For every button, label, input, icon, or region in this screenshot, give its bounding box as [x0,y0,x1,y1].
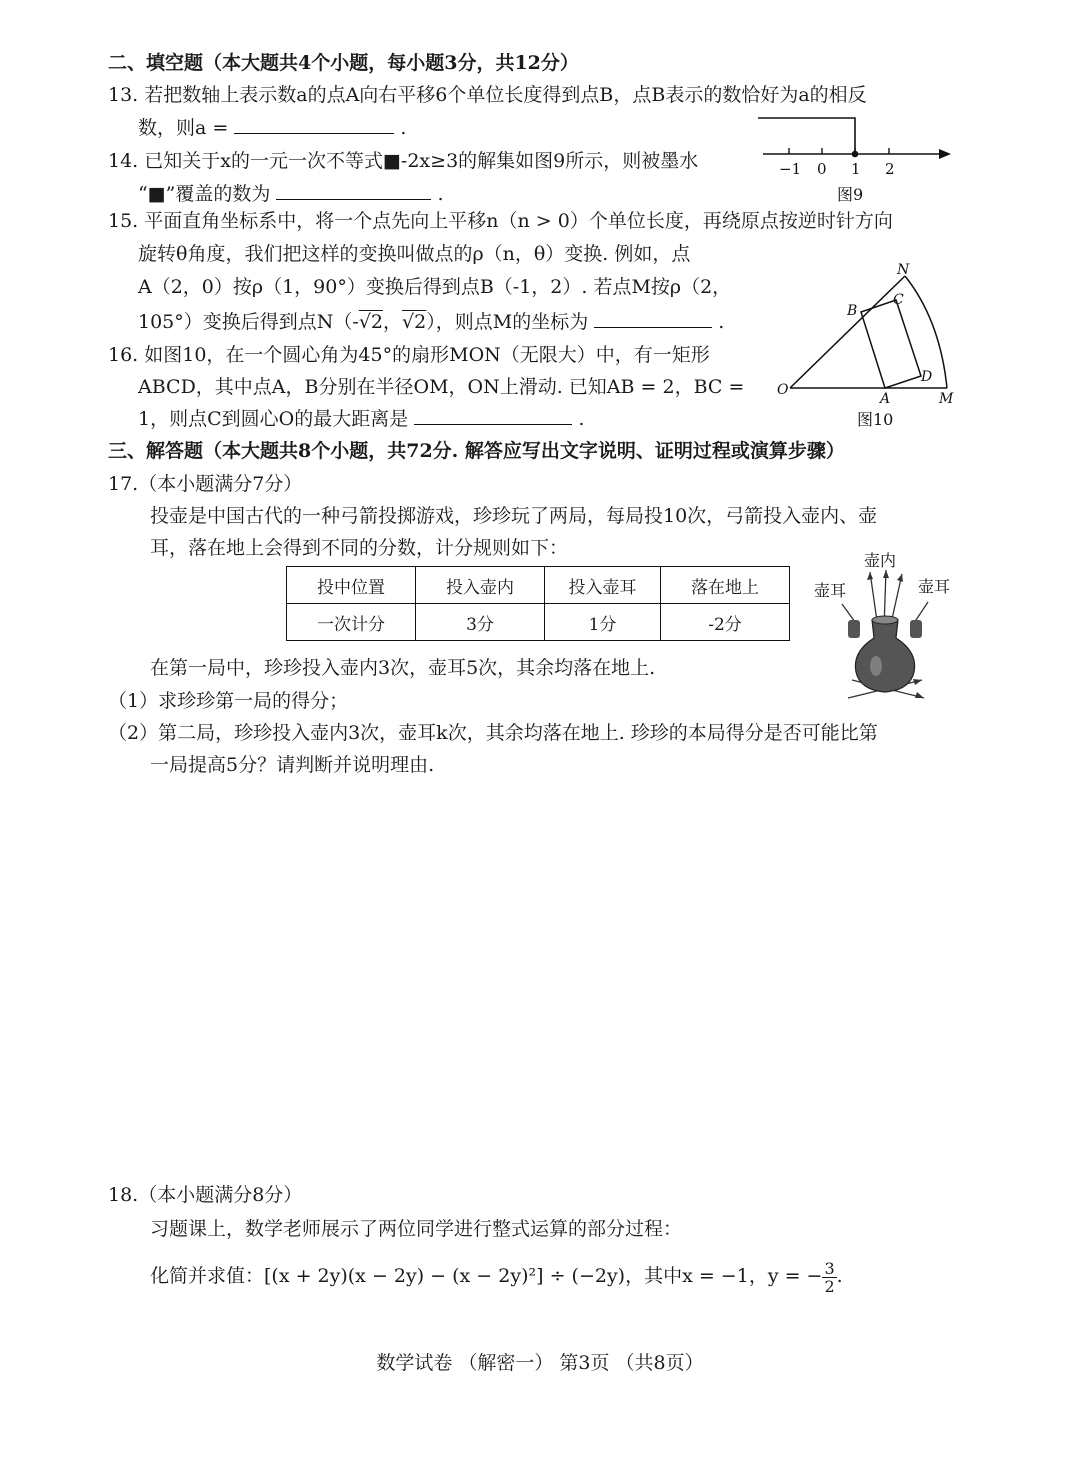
label-a: A [880,391,891,407]
figure-10-sector-diagram [775,258,975,433]
label-n: N [897,262,910,278]
tick-label: 0 [817,160,827,178]
q14-answer-blank[interactable] [276,181,431,200]
table-cell: 3分 [416,604,545,641]
tick-label: −1 [779,160,802,178]
table-header-cell: 投入壶内 [416,567,545,604]
fraction-denominator: 2 [824,1276,835,1296]
q18-period: . [836,1265,843,1287]
label-pot-mouth: 壶内 [864,551,897,570]
q17-header: 17.（本小题满分7分） [108,473,303,495]
pot-body-icon [855,620,914,692]
table-header-cell: 落在地上 [661,567,790,604]
figure-caption: 图10 [857,410,894,429]
sqrt-2: √2 [358,311,384,333]
q15-line3: A（2，0）按ρ（1，90°）变换后得到点B（-1，2）. 若点M按ρ（2， [138,276,732,298]
q13-answer-blank[interactable] [234,115,394,134]
q16-line1: 16. 如图10，在一个圆心角为45°的扇形MON（无限大）中，有一矩形 [108,344,710,366]
pot-highlight [870,656,882,676]
right-ear-icon [910,620,922,638]
touhu-pot-illustration [812,548,972,708]
label-b: B [847,303,858,319]
q17-paragraph3: 在第一局中，珍珍投入壶内3次，壶耳5次，其余均落在地上. [150,657,656,679]
figure-9-number-line [755,112,955,207]
q15-period: . [718,311,725,333]
q13-period: . [400,117,407,139]
table-header-row [287,567,790,604]
table-cell: -2分 [661,604,790,641]
pot-mouth-icon [872,616,898,624]
q17-part2-line1: （2）第二局，珍珍投入壶内3次，壶耳k次，其余均落在地上. 珍珍的本局得分是否可能比第 [108,722,878,744]
label-c: C [893,292,904,308]
table-header-cell: 投中位置 [287,567,416,604]
label-d: D [921,369,933,385]
section2-title: 二、填空题（本大题共4个小题，每小题3分，共12分） [108,52,579,74]
section3-title: 三、解答题（本大题共8个小题，共72分. 解答应写出文字说明、证明过程或演算步骤） [108,440,845,462]
solution-bracket [758,118,855,154]
label-left-ear: 壶耳 [814,581,847,600]
rectangle-abcd [861,300,921,388]
scoring-table [286,566,790,641]
tick-label: 1 [851,160,861,178]
q17-paragraph2: 耳，落在地上会得到不同的分数，计分规则如下： [150,537,569,559]
solid-endpoint-dot [852,151,859,158]
figure-caption: 图9 [837,185,864,204]
q13-line1: 13. 若把数轴上表示数a的点A向右平移6个单位长度得到点B，点B表示的数恰好为a的相反 [108,84,867,106]
label-right-ear: 壶耳 [918,577,951,596]
q18-expression-text: 化简并求值：[(x + 2y)(x − 2y) − (x − 2y)²] ÷ (−2y)，其中x = −1，y = − [150,1265,823,1287]
axis-arrow-icon [939,149,951,159]
table-cell: 一次计分 [287,604,416,641]
left-ear-icon [848,620,860,638]
q16-line2: ABCD，其中点A，B分别在半径OM，ON上滑动. 已知AB = 2，BC = [138,376,745,398]
q16-period: . [578,408,585,430]
label-o: O [777,382,789,398]
q17-part1: （1）求珍珍第一局的得分； [108,690,349,712]
q14-line2 [138,181,444,207]
radius-on [790,276,905,388]
q15-line2: 旋转θ角度，我们把这样的变换叫做点的ρ（n，θ）变换. 例如，点 [138,243,691,265]
q18-paragraph1: 习题课上，数学老师展示了两位同学进行整式运算的部分过程： [150,1218,683,1240]
q18-expression [150,1256,843,1296]
q13-line2 [138,115,406,141]
q18-header: 18.（本小题满分8分） [108,1184,303,1206]
q15-line4 [138,309,724,335]
fraction-numerator: 3 [824,1258,835,1278]
q15-text: 105°）变换后得到点N（- [138,311,359,333]
q16-prompt: 1，则点C到圆心O的最大距离是 [138,408,409,430]
q15-text: ），则点M的坐标为 [426,311,589,333]
q15-line1: 15. 平面直角坐标系中，将一个点先向上平移n（n > 0）个单位长度，再绕原点按逆时针方向 [108,210,893,232]
table-header-cell: 投入壶耳 [545,567,661,604]
q13-prompt: 数，则a = [138,117,229,139]
q14-period: . [437,183,444,205]
q14-prompt: “■”覆盖的数为 [138,183,271,205]
tick-label: 2 [885,160,895,178]
q17-paragraph1: 投壶是中国古代的一种弓箭投掷游戏，珍珍玩了两局，每局投10次，弓箭投入壶内、壶 [150,505,878,527]
q15-text: ， [383,311,403,333]
q16-line3 [138,406,584,432]
table-cell: 1分 [545,604,661,641]
sqrt-2: √2 [402,311,427,333]
q16-answer-blank[interactable] [414,406,572,425]
table-row [287,604,790,641]
page-footer: 数学试卷 （解密一） 第3页 （共8页） [376,1352,704,1374]
label-m: M [939,391,954,407]
q17-part2-line2: 一局提高5分？请判断并说明理由. [150,754,435,776]
q14-line1: 14. 已知关于x的一元一次不等式■-2x≥3的解集如图9所示，则被墨水 [108,150,699,172]
fraction-three-halves [822,1260,836,1295]
q15-answer-blank[interactable] [594,309,712,328]
